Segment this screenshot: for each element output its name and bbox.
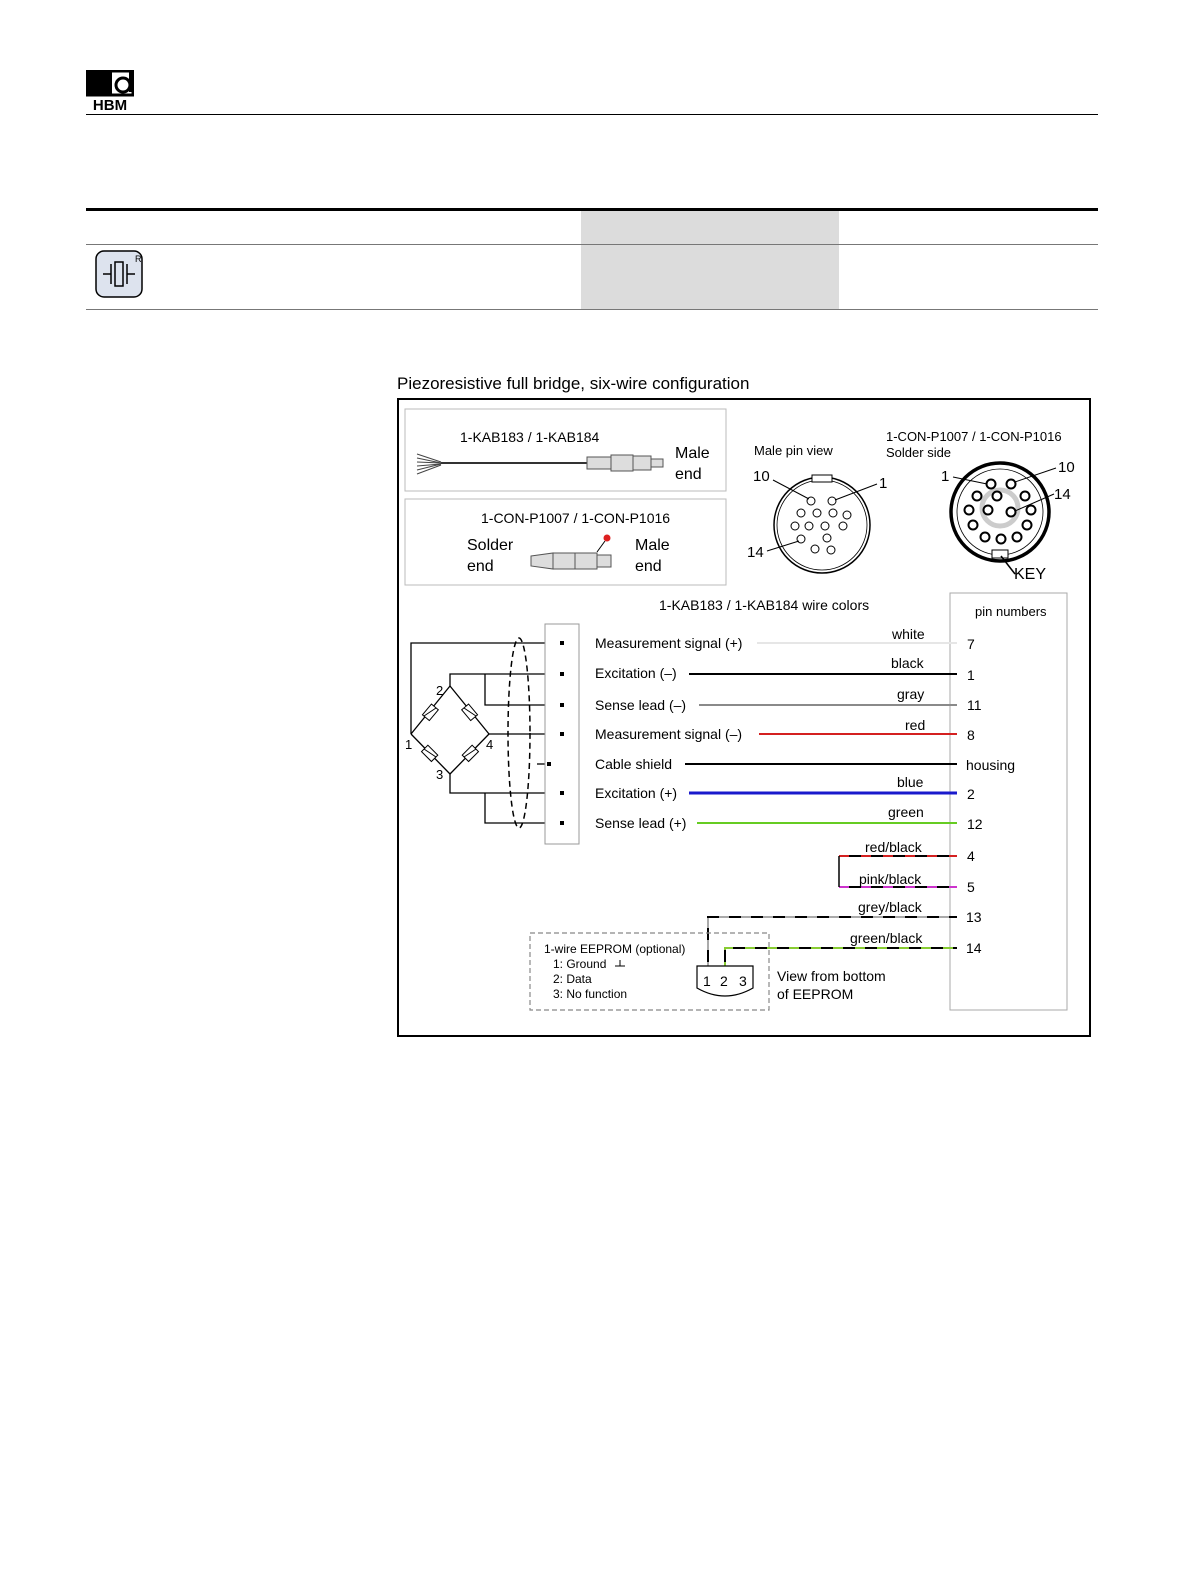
row-label: Cable shield [595, 756, 673, 772]
eeprom-line1: 1: Ground [553, 957, 607, 971]
svg-text:red/black: red/black [865, 839, 922, 855]
eeprom-title: 1-wire EEPROM (optional) [544, 942, 686, 956]
row-pin: 2 [967, 786, 975, 802]
row-label: Excitation (+) [595, 785, 678, 801]
wire-colors-title: 1-KAB183 / 1-KAB184 wire colors [659, 597, 870, 613]
svg-text:2: 2 [436, 683, 444, 698]
connector-left-line1: Solder [467, 537, 514, 554]
wiring-diagram [397, 398, 1091, 1038]
svg-text:pink/black: pink/black [859, 871, 922, 887]
svg-text:14: 14 [966, 940, 982, 956]
pin-numbers-title: pin numbers [975, 604, 1047, 619]
table-bottom-rule [86, 309, 1098, 310]
row-label: Measurement signal (–) [595, 726, 743, 742]
svg-text:green/black: green/black [850, 930, 923, 946]
male-pin-10: 10 [753, 468, 770, 485]
solder-pin-14: 14 [1054, 486, 1071, 503]
row-pin: 12 [967, 816, 983, 832]
male-pin-1: 1 [879, 475, 888, 492]
connector-right-line2: end [635, 558, 662, 575]
row-pin: 8 [967, 727, 975, 743]
table-shaded-column [581, 211, 839, 309]
row-color: green [888, 804, 924, 820]
solder-pin-10: 10 [1058, 459, 1075, 476]
row-color: black [891, 655, 924, 671]
solder-view-title2: Solder side [886, 445, 952, 460]
row-pin: housing [966, 757, 1016, 773]
eeprom-line2: 2: Data [553, 972, 592, 986]
eeprom-view-line2: of EEPROM [777, 986, 854, 1002]
brand-text: HBM [92, 97, 128, 112]
male-pin-14: 14 [747, 544, 764, 561]
cable-end-line1: Male [675, 445, 710, 462]
hbm-logo [86, 70, 134, 112]
solder-view-title1: 1-CON-P1007 / 1-CON-P1016 [886, 429, 1062, 444]
svg-text:2: 2 [720, 973, 728, 989]
header-rule [86, 114, 1098, 115]
row-color: gray [897, 686, 925, 702]
row-label: Measurement signal (+) [595, 635, 743, 651]
eeprom-view-line1: View from bottom [777, 968, 886, 984]
connector-part-label: 1-CON-P1007 / 1-CON-P1016 [481, 510, 671, 526]
solder-pin-1: 1 [941, 468, 950, 485]
svg-text:1: 1 [703, 973, 711, 989]
svg-text:5: 5 [967, 879, 975, 895]
row-color: white [892, 626, 925, 642]
svg-text:4: 4 [967, 848, 975, 864]
svg-text:3: 3 [436, 767, 444, 782]
eeprom-line3: 3: No function [553, 987, 628, 1001]
row-pin: 11 [967, 697, 982, 713]
row-pin: 1 [967, 667, 975, 683]
svg-text:4: 4 [486, 737, 494, 752]
row-label: Sense lead (+) [595, 815, 687, 831]
connector-right-line1: Male [635, 537, 670, 554]
row-label: Sense lead (–) [595, 697, 687, 713]
svg-text:1: 1 [405, 737, 413, 752]
row-pin: 7 [967, 636, 975, 652]
piezoresistive-sensor-icon [95, 250, 143, 298]
svg-text:3: 3 [739, 973, 747, 989]
cable-end-line2: end [675, 466, 702, 483]
svg-text:grey/black: grey/black [858, 899, 922, 915]
table-header-rule [86, 244, 1098, 245]
key-label: KEY [1014, 566, 1047, 583]
figure-caption: Piezoresistive full bridge, six-wire configuration [397, 374, 750, 393]
male-view-title: Male pin view [754, 443, 833, 458]
red-marker-dot [604, 535, 611, 542]
row-color: red [905, 717, 926, 733]
cable-part-label: 1-KAB183 / 1-KAB184 [460, 429, 600, 445]
svg-text:13: 13 [966, 909, 982, 925]
svg-text:R: R [135, 254, 142, 264]
row-label: Excitation (–) [595, 665, 677, 681]
connector-box [405, 499, 726, 585]
row-color: blue [897, 774, 924, 790]
cable-box [405, 409, 726, 491]
connector-left-line2: end [467, 558, 494, 575]
